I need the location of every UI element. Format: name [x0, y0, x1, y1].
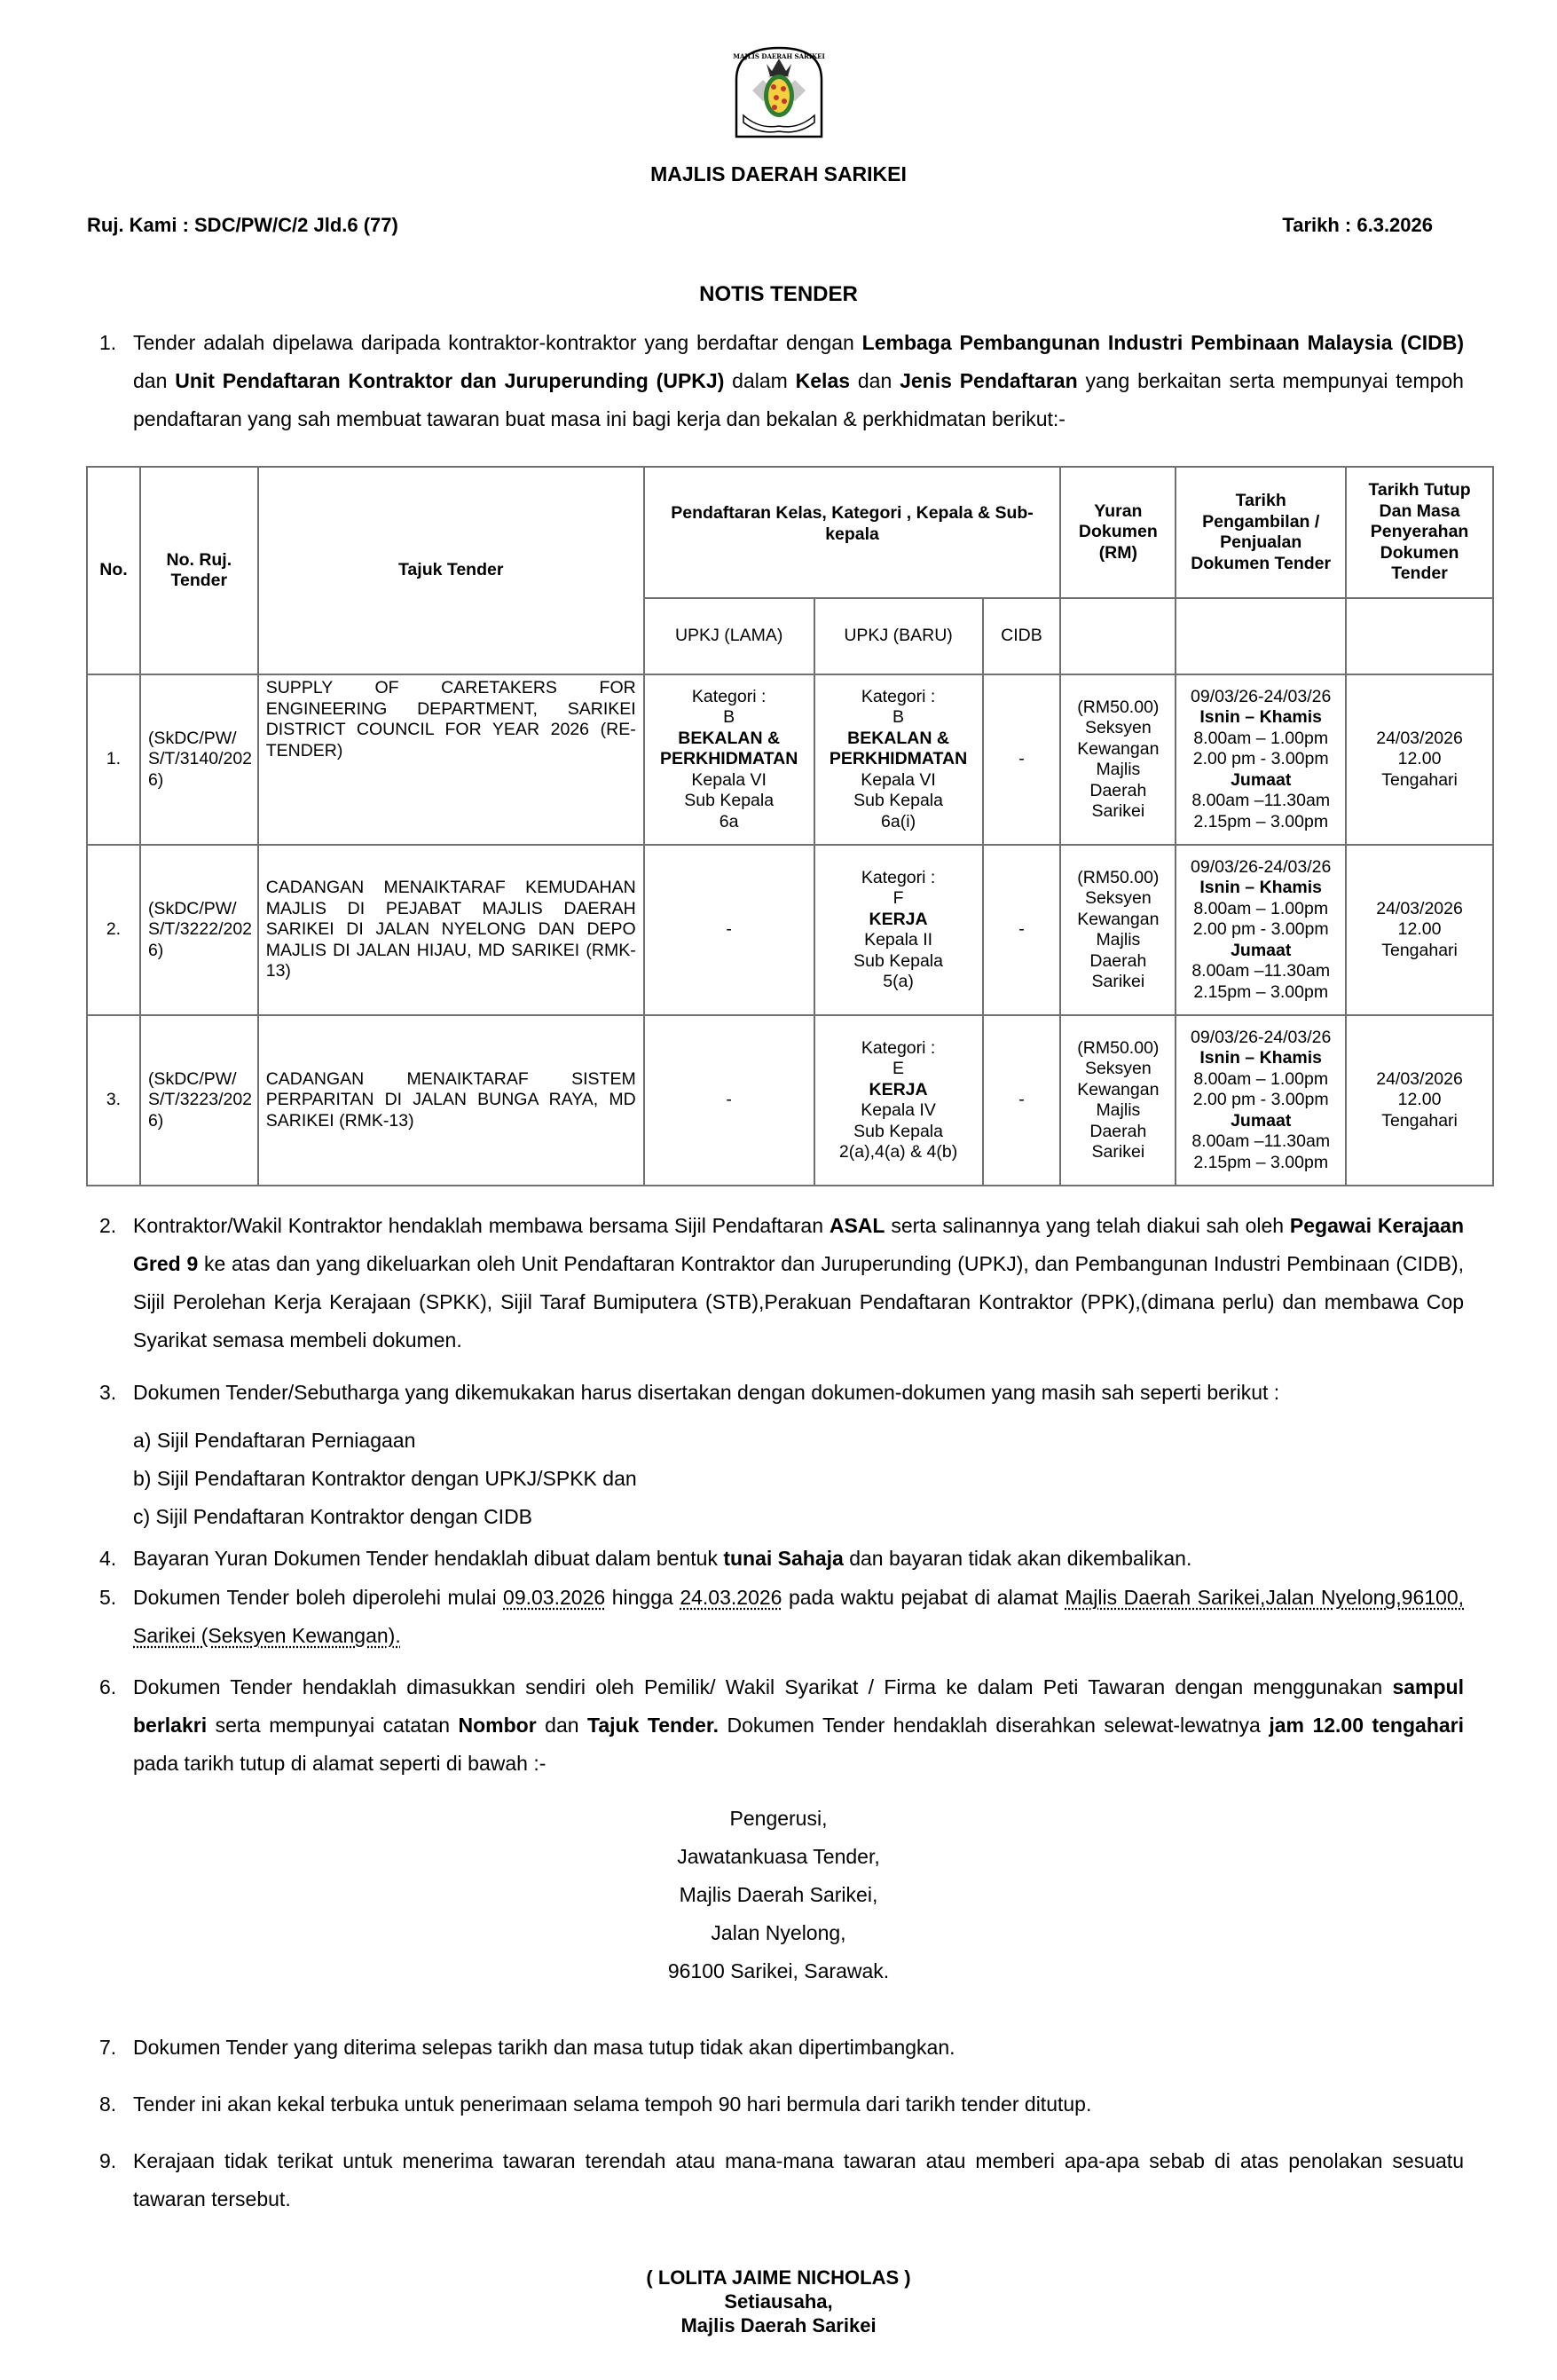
council-title: MAJLIS DAERAH SARIKEI: [650, 162, 907, 185]
table-row: [87, 1015, 1493, 1186]
paragraph-3: 3. Dokumen Tender/Sebutharga yang dikemukakan harus disertakan dengan dokumen-dokumen yang masih sah seperti berikut :: [99, 1381, 1280, 1404]
header-upkj-lama: UPKJ (LAMA): [644, 598, 814, 674]
paragraph-4: 4. Bayaran Yuran Dokumen Tender hendaklah dibuat dalam bentuk tunai Sahaja dan bayaran tidak akan dikembalikan.: [99, 1547, 1192, 1570]
row-upkj-lama: Kategori : B BEKALAN & PERKHIDMATAN Kepala VI Sub Kepala 6a: [644, 674, 814, 845]
list-item: b) Sijil Pendaftaran Kontraktor dengan UPKJ/SPKK dan: [133, 1467, 637, 1490]
list-item: a) Sijil Pendaftaran Perniagaan: [133, 1429, 416, 1452]
signatory-organization: Majlis Daerah Sarikei: [680, 2314, 877, 2337]
row-fee: (RM50.00) Seksyen Kewangan Majlis Daerah Sarikei: [1060, 674, 1176, 845]
row-ref: (SkDC/PW/S/T/3140/2026): [140, 674, 258, 845]
paragraph-8: 8. Tender ini akan kekal terbuka untuk penerimaan selama tempoh 90 hari bermula dari tarikh tender ditutup.: [99, 2092, 1092, 2116]
table-row: [87, 674, 1493, 845]
tender-table: [86, 466, 1494, 1186]
table-row: [87, 845, 1493, 1015]
notice-date: Tarikh : 6.3.2026: [1282, 214, 1433, 236]
paragraph-2: 2. Kontraktor/Wakil Kontraktor hendaklah membawa bersama Sijil Pendaftaran ASAL serta salinannya yang telah diakui sah oleh Pegawai Kerajaan Gred 9 ke atas dan yang dikeluarkan oleh Unit Pendaftaran Kontraktor dan Juruperunding (UPKJ), dan Pembangunan Industri Pembinaan (CIDB), Sijil Perolehan Kerja Kerajaan (SPKK), Sijil Taraf Bumiputera (STB),Perakuan Pendaftaran Kontraktor (PPK),(dimana perlu) dan membawa Cop Syarikat semasa membeli dokumen.: [99, 1214, 1464, 1352]
reference-number: Ruj. Kami : SDC/PW/C/2 Jld.6 (77): [87, 214, 398, 236]
row-collection: 09/03/26-24/03/26 Isnin – Khamis 8.00am – 1.00pm 2.00 pm - 3.00pm Jumaat 8.00am –11.30am 2.15pm – 3.00pm: [1176, 674, 1346, 845]
row-upkj-baru: Kategori : B BEKALAN & PERKHIDMATAN Kepala VI Sub Kepala 6a(i): [814, 674, 983, 845]
header-no: No.: [87, 467, 140, 674]
paragraph-5: 5. Dokumen Tender boleh diperolehi mulai 09.03.2026 hingga 24.03.2026 pada waktu pejabat di alamat Majlis Daerah Sarikei,Jalan Nyelong,96100, Sarikei (Seksyen Kewangan).: [99, 1586, 1465, 1647]
header-closing: Tarikh Tutup Dan Masa Penyerahan Dokumen Tender: [1346, 467, 1493, 598]
row-title: CADANGAN MENAIKTARAF SISTEM PERPARITAN DI JALAN BUNGA RAYA, MD SARIKEI (RMK-13): [258, 1015, 644, 1186]
signature-block: [0, 2266, 1557, 2337]
row-collection: 09/03/26-24/03/26 Isnin – Khamis 8.00am – 1.00pm 2.00 pm - 3.00pm Jumaat 8.00am –11.30am 2.15pm – 3.00pm: [1176, 845, 1346, 1015]
paragraph-6: 6. Dokumen Tender hendaklah dimasukkan sendiri oleh Pemilik/ Wakil Syarikat / Firma ke dalam Peti Tawaran dengan menggunakan sampul berlakri serta mempunyai catatan Nombor dan Tajuk Tender. Dokumen Tender hendaklah diserahkan selewat-lewatnya jam 12.00 tengahari pada tarikh tutup di alamat seperti di bawah :-: [99, 1675, 1465, 1775]
row-no: 2.: [87, 845, 140, 1015]
header-ref: No. Ruj. Tender: [140, 467, 258, 674]
paragraph-9: 9. Kerajaan tidak terikat untuk menerima tawaran terendah atau mana-mana tawaran atau memberi apa-apa sebab di atas penolakan sesuatu tawaran tersebut.: [99, 2149, 1464, 2211]
submission-address: Pengerusi, Jawatankuasa Tender, Majlis Daerah Sarikei, Jalan Nyelong, 96100 Sarikei, Sarawak.: [667, 1807, 890, 1982]
row-cidb: -: [983, 674, 1061, 845]
row-upkj-baru: Kategori : F KERJA Kepala II Sub Kepala 5(a): [814, 845, 983, 1015]
signatory-name: ( LOLITA JAIME NICHOLAS ): [646, 2266, 911, 2289]
row-closing: 24/03/2026 12.00 Tengahari: [1346, 845, 1493, 1015]
row-cidb: -: [983, 845, 1061, 1015]
header-collection: Tarikh Pengambilan / Penjualan Dokumen Tender: [1176, 467, 1346, 598]
row-ref: (SkDC/PW/S/T/3223/2026): [140, 1015, 258, 1186]
row-ref: (SkDC/PW/S/T/3222/2026): [140, 845, 258, 1015]
paragraph-1: [99, 324, 1464, 438]
svg-text:MAJLIS DAERAH SARIKEI: MAJLIS DAERAH SARIKEI: [733, 52, 825, 60]
row-fee: (RM50.00) Seksyen Kewangan Majlis Daerah Sarikei: [1060, 845, 1176, 1015]
notice-title: NOTIS TENDER: [699, 282, 858, 306]
crest-icon: [733, 44, 825, 138]
row-title: SUPPLY OF CARETAKERS FOR ENGINEERING DEPARTMENT, SARIKEI DISTRICT COUNCIL FOR YEAR 2026 (RE-TENDER): [258, 674, 644, 845]
header-fee: Yuran Dokumen (RM): [1060, 467, 1176, 598]
paragraph-number: 1.: [99, 331, 117, 354]
row-collection: 09/03/26-24/03/26 Isnin – Khamis 8.00am – 1.00pm 2.00 pm - 3.00pm Jumaat 8.00am –11.30am 2.15pm – 3.00pm: [1176, 1015, 1346, 1186]
empty-cell: [1346, 598, 1493, 674]
empty-cell: [1060, 598, 1176, 674]
row-closing: 24/03/2026 12.00 Tengahari: [1346, 1015, 1493, 1186]
row-no: 3.: [87, 1015, 140, 1186]
row-upkj-lama: -: [644, 1015, 814, 1186]
row-closing: 24/03/2026 12.00 Tengahari: [1346, 674, 1493, 845]
list-item: c) Sijil Pendaftaran Kontraktor dengan CIDB: [133, 1505, 533, 1528]
table-header-row: [87, 467, 1493, 598]
row-upkj-baru: Kategori : E KERJA Kepala IV Sub Kepala 2(a),4(a) & 4(b): [814, 1015, 983, 1186]
row-no: 1.: [87, 674, 140, 845]
row-cidb: -: [983, 1015, 1061, 1186]
signatory-position: Setiausaha,: [724, 2290, 833, 2313]
row-title: CADANGAN MENAIKTARAF KEMUDAHAN MAJLIS DI PEJABAT MAJLIS DAERAH SARIKEI DI JALAN NYELONG DAN DEPO MAJLIS DI JALAN HIJAU, MD SARIKEI (RMK-13): [258, 845, 644, 1015]
row-fee: (RM50.00) Seksyen Kewangan Majlis Daerah Sarikei: [1060, 1015, 1176, 1186]
header-registration: Pendaftaran Kelas, Kategori , Kepala & Sub-kepala: [644, 467, 1061, 598]
header-cidb: CIDB: [983, 598, 1061, 674]
row-upkj-lama: -: [644, 845, 814, 1015]
header-upkj-baru: UPKJ (BARU): [814, 598, 983, 674]
header-title: Tajuk Tender: [258, 467, 644, 674]
empty-cell: [1176, 598, 1346, 674]
council-crest-logo: [733, 44, 825, 138]
paragraph-1-body: Tender adalah dipelawa daripada kontraktor-kontraktor yang berdaftar dengan Lembaga Pembangunan Industri Pembinaan Malaysia (CIDB) dan Unit Pendaftaran Kontraktor dan Juruperunding (UPKJ) dalam Kelas dan Jenis Pendaftaran yang berkaitan serta mempunyai tempoh pendaftaran yang sah membuat tawaran buat masa ini bagi kerja dan bekalan & perkhidmatan berikut:-: [133, 331, 1465, 430]
paragraph-7: 7. Dokumen Tender yang diterima selepas tarikh dan masa tutup tidak akan dipertimbangkan.: [99, 2036, 955, 2059]
